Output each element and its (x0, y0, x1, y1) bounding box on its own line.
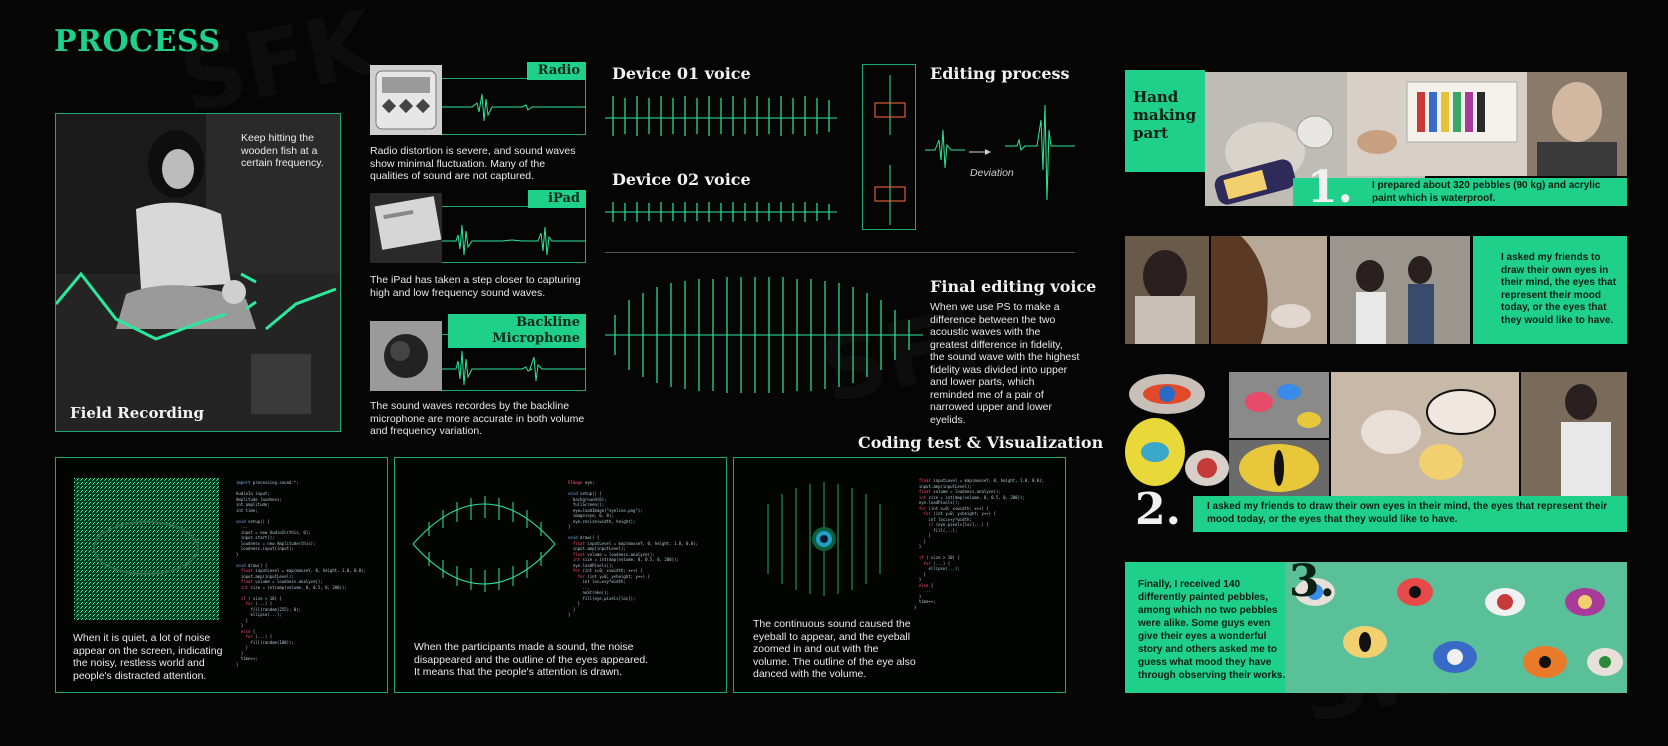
hand-making-row-4 (1125, 556, 1627, 693)
field-recording-label: Field Recording (70, 404, 204, 422)
editing-strip (862, 64, 916, 230)
final-title: Final editing voice (930, 277, 1097, 296)
painting-photo (1527, 72, 1627, 176)
hand-making-row-1 (1125, 70, 1627, 213)
final-wave (605, 275, 923, 405)
painted-eye-pebbles (1125, 372, 1229, 492)
painting-group-photo (1521, 372, 1627, 496)
editing-title: Editing process (930, 64, 1070, 83)
step2-text: I asked my friends to draw their own eyes in their mind, the eyes that represent their mood today, or the eyes that they would like to have. (1207, 501, 1608, 525)
friend-photo-1 (1125, 236, 1209, 344)
paint-box-photo (1347, 72, 1527, 176)
hand-title-line3: part (1133, 124, 1169, 142)
backline-tag: Backline Microphone (448, 314, 586, 348)
device01-title: Device 01 voice (612, 64, 751, 83)
row2-text: I asked my friends to draw their own eyes in their mind, the eyes that represent their mood today, or the eyes that they would like to have. (1501, 252, 1617, 326)
field-recording-panel (55, 113, 341, 432)
friend-photo-3 (1330, 236, 1470, 344)
radio-wave-box (442, 78, 586, 135)
code-block: float inputLevel = map(mouseY, 0, height, 1.0, 0.0); input.amp(inputLevel); float volume = loudness.analyze(); int size = int(map(volume, 0, 0.5, 0, 200)); eye.loadPixels(); for (int x=0; x<width; x++) { for (int y=0; y<height; y++) { int loc=x+y*width; if (eye.pixels[loc]...) { fill(...); } } } if ( size > 10) { for (...) { ellipse(...); } } else { ... } time++; } (914, 478, 1045, 610)
ipad-tag: iPad (528, 190, 586, 208)
coding-panel-2-text: When the participants made a sound, the noise disappeared and the outline of the eyes appeared. It means that the people's attention is drawn. (414, 641, 649, 678)
step3-number: 3. (1289, 556, 1335, 607)
editing-diagram (925, 100, 1075, 210)
hand-making-row-2 (1125, 236, 1627, 344)
hand-title-line2: making (1133, 106, 1197, 124)
pebbles-table-photo (1229, 372, 1329, 438)
hand-title (1133, 88, 1196, 142)
yellow-eye-photo (1229, 440, 1329, 496)
field-recording-caption: Keep hitting the wooden fish at a certain frequency. (241, 132, 324, 169)
page-title: PROCESS (54, 24, 221, 59)
step3-text: Finally, I received 140 differently painted pebbles, among which no two pebbles were alike. Some guys even give their eyes a wonderful story and others asked me to guess what mood they have through observing their works. (1138, 579, 1286, 681)
code-block: PImage eye; void setup() { background(0); fullScreen(); eye=loadImage("eyeline.png"); image(eye, 0, 0); eye.resize(width, height); } void draw() { float inputLevel = map(mouseY, 0, height, 1.0, 0.0); input.amp(inputLevel); float volume = loudness.analyze(); int size = int(map(volume, 0, 0.5, 0, 200)); eye.loadPixels(); for (int x=0; x<width; x++) { for (int y=0; y<height; y++) { int loc=x+y*width; ... noStroke(); fill(eye.pixels[loc]); } } } (568, 480, 699, 617)
noise-visual (74, 478, 219, 620)
radio-text: Radio distortion is severe, and sound waves show minimal fluctuation. Many of the qualities of sound are not captured. (370, 145, 576, 182)
coding-panel-1 (55, 457, 388, 693)
device02-title: Device 02 voice (612, 170, 751, 189)
final-pebbles-photo (1285, 562, 1627, 693)
radio-tag: Radio (527, 62, 586, 80)
step1-number: 1. (1307, 162, 1353, 213)
ipad-wave-box (442, 206, 586, 263)
backline-photo (370, 321, 442, 391)
device01-wave (605, 92, 837, 140)
final-text: When we use PS to make a difference between the two acoustic waves with the greatest difference in fidelity, the sound wave with the highest fidelity was divided into upper and lower parts, which reminded me of a pair of narrowed upper and lower eyelids. (930, 301, 1080, 426)
radio-photo (370, 65, 442, 135)
coding-panel-3-text: The continuous sound caused the eyeball to appear, and the eyeball zoomed in and out with the volume. The outline of the eye also danced with the volume. (753, 618, 916, 680)
code-block: import processing.sound.*; AudioIn input; Amplitude loudness; int amplitude; int time; void setup() { ... input = new AudioIn(this, 0); input.start(); loudness = new Amplitude(this); loudness.input(input); } void draw() { float inputLevel = map(mouseY, 0, height, 1.0, 0.0); input.amp(inputLevel); float volume = loudness.analyze(); int size = int(map(volume, 0, 0.5, 0, 200)); if ( size > 10) { for (...) { fill(random(255), 0); ellipse(...); } } else { for (...) { fill(random(100)); } } time++; } (236, 480, 367, 667)
backline-text: The sound waves recordes by the backline microphone are more accurate in both volume and frequency variation. (370, 400, 585, 437)
eye-outline-visual (409, 474, 559, 624)
step1-text: I prepared about 320 pebbles (90 kg) and acrylic paint which is waterproof. (1372, 180, 1601, 204)
step2-number: 2. (1135, 484, 1181, 535)
device02-wave (605, 196, 837, 228)
eyeball-visual (748, 474, 898, 604)
divider (605, 252, 1075, 253)
coding-panel-2 (394, 457, 727, 693)
hand-making-row-3 (1125, 372, 1627, 535)
coding-panel-1-text: When it is quiet, a lot of noise appear on the screen, indicating the noisy, restless world and people's distracted attention. (73, 632, 223, 682)
ipad-photo (370, 193, 442, 263)
hand-title-line1: Hand (1133, 88, 1179, 106)
coding-title: Coding test & Visualization (858, 433, 1104, 452)
deviation-label: Deviation (970, 167, 1014, 179)
coding-panel-3 (733, 457, 1066, 693)
friend-photo-2 (1211, 236, 1327, 344)
hands-pebbles-photo (1331, 372, 1519, 496)
ipad-text: The iPad has taken a step closer to capturing high and low frequency sound waves. (370, 274, 581, 299)
